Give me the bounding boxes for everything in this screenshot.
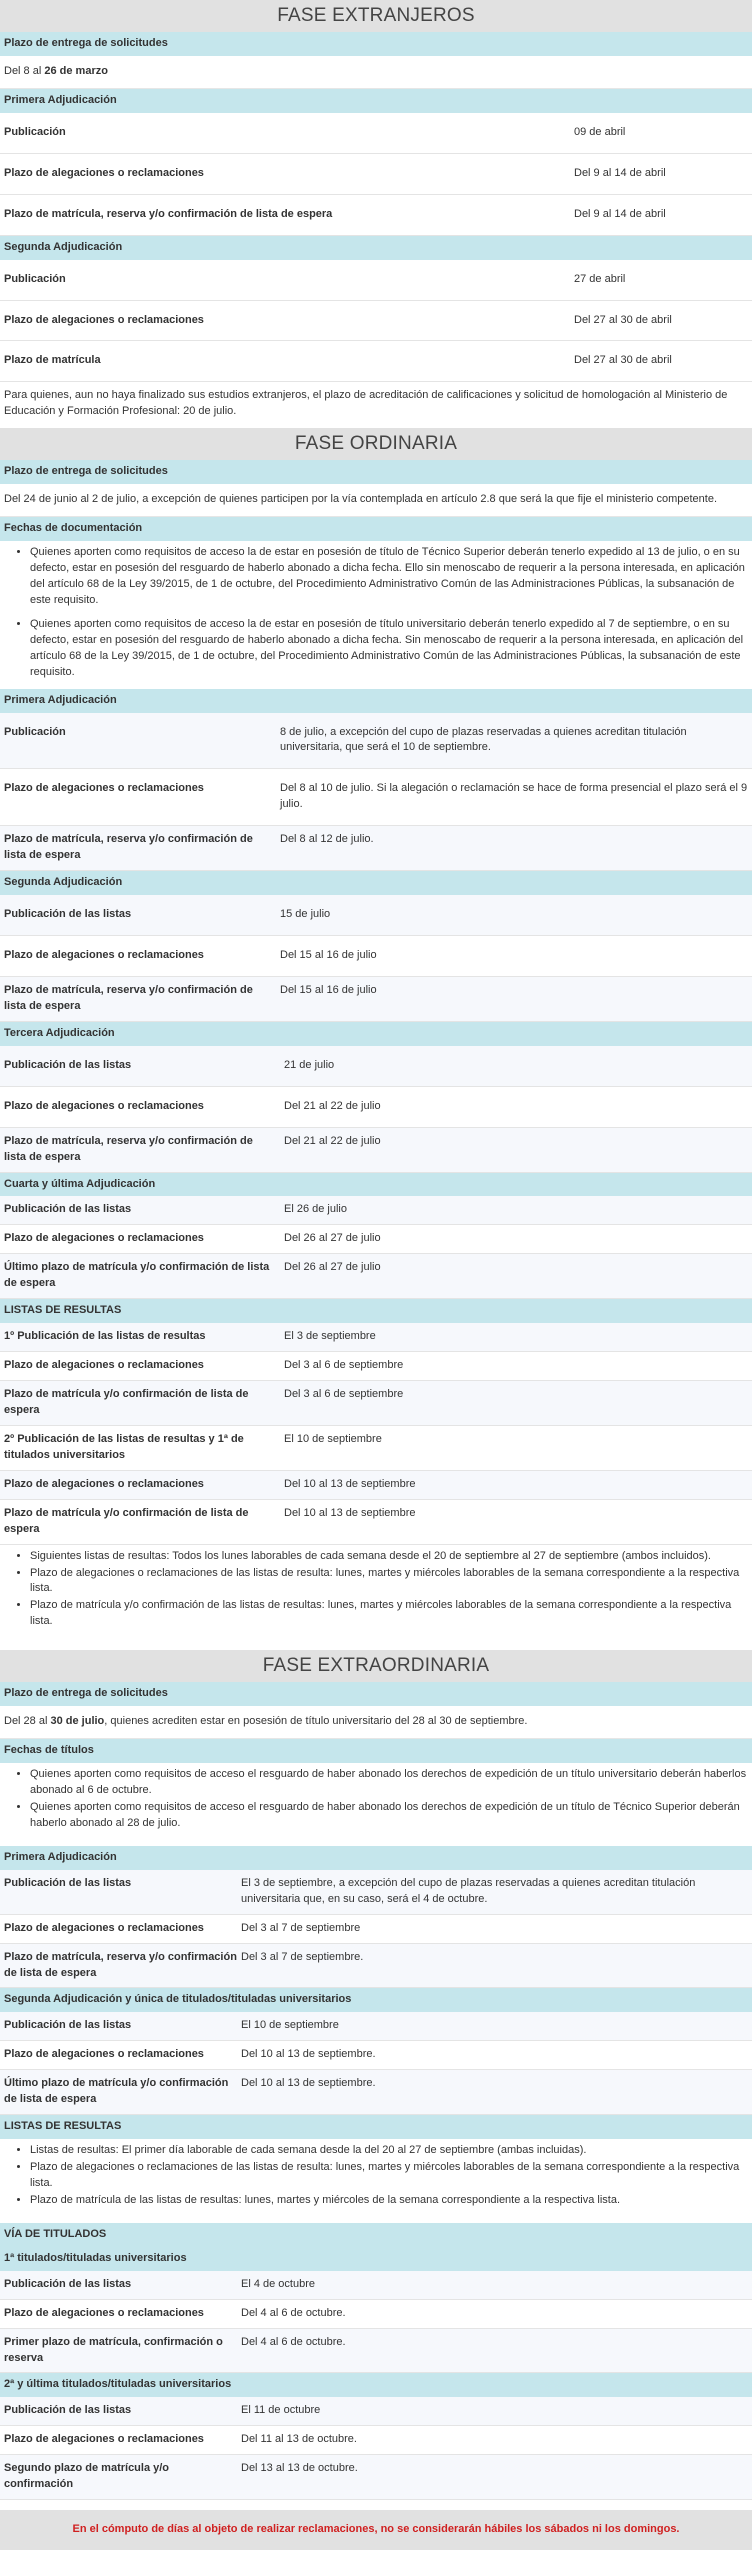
band-listas-resultas: LISTAS DE RESULTAS: [0, 2115, 752, 2139]
table-row: [0, 2070, 752, 2115]
row-key: Plazo de alegaciones o reclamaciones: [4, 949, 204, 961]
table-row: [0, 713, 752, 770]
table-row: [0, 1381, 752, 1426]
row-value: Del 8 al 10 de julio. Si la alegación o reclamación se hace de forma presencial el plazo será el 9 julio.: [280, 782, 748, 811]
row-key: Último plazo de matrícula y/o confirmación de lista de espera: [4, 1261, 270, 1290]
plazo-prefix: Del 28 al: [4, 1715, 51, 1728]
resultas-list: [0, 2143, 752, 2209]
list-item: • Quienes aporten como requisitos de acceso el resguardo de haber abonado los derechos de expedición de un título universitario deberán haberlos abonado al 6 de octubre.: [30, 1767, 752, 1799]
row-key: Publicación de las listas: [4, 1203, 132, 1216]
resultas-list: [0, 1549, 752, 1631]
row-value: El 10 de septiembre: [284, 1432, 382, 1445]
row-key: Plazo de alegaciones o reclamaciones: [4, 166, 204, 179]
list-item: • Plazo de alegaciones o reclamaciones de las listas de resulta: lunes, martes y miércoles laborables de la semana correspondiente a la respectiva lista.: [30, 2160, 752, 2192]
band-segunda-titulados: 2ª y última titulados/tituladas universitarios: [0, 2373, 752, 2397]
table-row: [0, 341, 752, 382]
band-primera-adjudicacion: Primera Adjudicación: [0, 689, 752, 713]
band-primera-adjudicacion: Primera Adjudicación: [0, 1846, 752, 1870]
section-ordinaria: [0, 428, 752, 1630]
row-value: El 26 de julio: [284, 1203, 347, 1216]
section-extraordinaria: [0, 1650, 752, 2500]
row-key: Plazo de alegaciones o reclamaciones: [4, 2048, 204, 2061]
plazo-solicitudes-text: Del 24 de junio al 2 de julio, a excepción de quienes participen por la vía contemplada en artículo 2.8 que será la que fije el ministerio competente.: [0, 484, 752, 517]
list-item: • Plazo de matrícula de las listas de resultas: lunes, martes y miércoles de la semana correspondiente a la respectiva lista.: [30, 2193, 752, 2209]
row-value: Del 4 al 6 de octubre.: [241, 2306, 346, 2319]
table-row: [0, 769, 752, 826]
band-plazo-solicitudes: Plazo de entrega de solicitudes: [0, 32, 752, 56]
row-value: El 3 de septiembre: [284, 1330, 376, 1343]
table-row: [0, 1500, 752, 1545]
table-row: [0, 1471, 752, 1500]
table-row: [0, 1254, 752, 1299]
row-key: Plazo de matrícula, reserva y/o confirmación de lista de espera: [4, 983, 253, 1012]
row-key: Plazo de alegaciones o reclamaciones: [4, 2433, 204, 2446]
table-row: [0, 936, 752, 977]
table-row: [0, 2455, 752, 2500]
row-value: Del 26 al 27 de julio: [284, 1261, 381, 1274]
list-item: • Plazo de alegaciones o reclamaciones de las listas de resulta: lunes, martes y miércoles laborables de la semana correspondiente a la respectiva lista.: [30, 1566, 752, 1598]
row-key: Publicación de las listas: [4, 1876, 132, 1889]
table-row: [0, 2300, 752, 2329]
band-primera-titulados: 1ª titulados/tituladas universitarios: [0, 2247, 752, 2271]
plazo-bold: 30 de julio: [50, 1715, 105, 1728]
band-fechas-documentacion: Fechas de documentación: [0, 517, 752, 541]
row-key: Segundo plazo de matrícula y/o confirmación: [4, 2462, 170, 2491]
table-row: [0, 1225, 752, 1254]
section-title: FASE ORDINARIA: [0, 428, 752, 460]
row-value: Del 27 al 30 de abril: [574, 313, 672, 326]
band-via-titulados: VÍA DE TITULADOS: [0, 2223, 752, 2247]
table-row: [0, 977, 752, 1022]
row-key: 2º Publicación de las listas de resultas y 1ª de titulados universitarios: [4, 1432, 244, 1461]
row-value: 09 de abril: [574, 125, 626, 138]
list-item: • Quienes aporten como requisitos de acceso el resguardo de haber abonado los derechos de expedición de un título de Técnico Superior deberán haberlo abonado al 28 de julio.: [30, 1800, 752, 1832]
plazo-prefix: Del 8 al: [4, 64, 45, 77]
band-segunda-adjudicacion: Segunda Adjudicación y única de titulados/tituladas universitarios: [0, 1988, 752, 2012]
documentacion-list: [0, 545, 752, 681]
list-item: • Siguientes listas de resultas: Todos los lunes laborables de cada semana desde el 20 de septiembre al 27 de septiembre (ambos incluidos).: [30, 1549, 752, 1565]
row-value: Del 15 al 16 de julio: [280, 949, 377, 961]
table-row: [0, 113, 752, 154]
row-key: Plazo de matrícula y/o confirmación de lista de espera: [4, 1388, 249, 1416]
row-value: Del 10 al 13 de septiembre.: [241, 2077, 376, 2090]
row-key: Publicación: [4, 125, 66, 138]
table-row: [0, 1087, 752, 1128]
table-row: [0, 2397, 752, 2426]
fechas-titulos-list: [0, 1767, 752, 1832]
row-key: Publicación de las listas: [4, 2277, 132, 2290]
band-plazo-solicitudes: Plazo de entrega de solicitudes: [0, 460, 752, 484]
row-key: Publicación de las listas: [4, 2019, 132, 2032]
band-plazo-solicitudes: Plazo de entrega de solicitudes: [0, 1682, 752, 1706]
row-value: El 11 de octubre: [241, 2404, 321, 2417]
row-key: Plazo de alegaciones o reclamaciones: [4, 1477, 204, 1490]
row-key: Publicación: [4, 725, 66, 738]
row-key: Plazo de matrícula: [4, 354, 101, 367]
row-key: Plazo de matrícula, reserva y/o confirmación de lista de espera: [4, 833, 253, 862]
table-row: [0, 895, 752, 936]
band-segunda-adjudicacion: Segunda Adjudicación: [0, 871, 752, 895]
table-row: [0, 2041, 752, 2070]
section-extranjeros: [0, 0, 752, 428]
row-key: Publicación de las listas: [4, 908, 132, 921]
row-value: 15 de julio: [280, 908, 331, 921]
table-row: [0, 826, 752, 871]
row-value: Del 21 al 22 de julio: [284, 1099, 381, 1112]
row-value: Del 9 al 14 de abril: [574, 166, 666, 179]
row-value: 27 de abril: [574, 272, 626, 285]
row-value: Del 10 al 13 de septiembre: [284, 1506, 416, 1519]
row-value: Del 10 al 13 de septiembre.: [241, 2048, 376, 2061]
row-value: Del 27 al 30 de abril: [574, 354, 672, 367]
row-key: Plazo de alegaciones o reclamaciones: [4, 1359, 204, 1372]
row-key: Plazo de matrícula y/o confirmación de lista de espera: [4, 1506, 249, 1535]
row-value: Del 3 al 6 de septiembre: [284, 1359, 404, 1372]
table-row: [0, 1870, 752, 1915]
extranjeros-note: Para quienes, aun no haya finalizado sus estudios extranjeros, el plazo de acreditación de calificaciones y solicitud de homologación al Ministerio de Educación y Formación Profesional: 20 de julio.: [4, 389, 728, 418]
row-value: Del 21 al 22 de julio: [284, 1134, 381, 1147]
table-row: [0, 2271, 752, 2300]
row-value: Del 4 al 6 de octubre.: [241, 2335, 346, 2348]
table-row: [0, 154, 752, 195]
row-value: Del 3 al 7 de septiembre: [241, 1921, 361, 1934]
table-row: [0, 1046, 752, 1087]
row-key: Plazo de alegaciones o reclamaciones: [4, 782, 204, 795]
row-key: Primer plazo de matrícula, confirmación o reserva: [4, 2335, 223, 2364]
row-key: Plazo de alegaciones o reclamaciones: [4, 1921, 204, 1934]
list-item: • Plazo de matrícula y/o confirmación de las listas de resultas: lunes, martes y miércoles laborables de la semana correspondiente a la respectiva lista.: [30, 1598, 752, 1630]
row-key: Publicación: [4, 272, 66, 285]
row-value: Del 26 al 27 de julio: [284, 1232, 381, 1245]
table-row: [0, 2012, 752, 2041]
list-item: • Quienes aporten como requisitos de acceso la de estar en posesión de título de Técnico Superior deberán tenerlo expedido al 13 de julio, o en su defecto, estar en posesión del resguardo de haberlo abonado a dicha fecha. Ello sin menoscabo de requerir a la persona interesada, en aplicación del artículo 68 de la Ley 39/2015, de 1 de octubre, del Procedimiento Administrativo Común de las Administraciones Públicas, la subsanación de este requisito.: [30, 545, 752, 609]
footer-note: En el cómputo de días al objeto de realizar reclamaciones, no se considerarán hábiles los sábados ni los domingos.: [0, 2510, 752, 2550]
row-value: Del 3 al 7 de septiembre.: [241, 1950, 364, 1963]
row-key: Plazo de alegaciones o reclamaciones: [4, 313, 204, 326]
list-item: • Listas de resultas: El primer día laborable de cada semana desde la del 20 al 27 de septiembre (ambas incluidas).: [30, 2143, 752, 2159]
table-row: [0, 1196, 752, 1225]
list-item: • Quienes aporten como requisitos de acceso la de estar en posesión de título universitario deberán tenerlo expedido al 7 de septiembre, o en su defecto, estar en posesión del resguardo de haberlo abonado a dicha fecha. Sin menoscabo de requerir a la persona interesada, en aplicación del artículo 68 de la Ley 39/2015, de 1 de octubre, del Procedimiento Administrativo Común de las Administraciones Públicas, la subsanación de este requisito.: [30, 617, 752, 681]
row-key: Publicación de las listas: [4, 1058, 132, 1071]
row-key: Publicación de las listas: [4, 2404, 132, 2417]
row-key: Plazo de matrícula, reserva y/o confirmación de lista de espera: [4, 1134, 253, 1163]
row-value: Del 11 al 13 de octubre.: [241, 2433, 357, 2446]
section-title: FASE EXTRANJEROS: [0, 0, 752, 32]
band-primera-adjudicacion: Primera Adjudicación: [0, 89, 752, 113]
plazo-solicitudes-text: [0, 1706, 752, 1739]
table-row: [0, 301, 752, 342]
row-key: Plazo de alegaciones o reclamaciones: [4, 1232, 204, 1245]
row-value: Del 9 al 14 de abril: [574, 207, 666, 220]
band-tercera-adjudicacion: Tercera Adjudicación: [0, 1022, 752, 1046]
row-value: El 4 de octubre: [241, 2277, 315, 2290]
table-row: [0, 2329, 752, 2374]
table-row: [0, 195, 752, 236]
table-row: [0, 260, 752, 301]
table-row: [0, 1915, 752, 1944]
row-key: Plazo de alegaciones o reclamaciones: [4, 2306, 204, 2319]
table-row: [0, 1944, 752, 1989]
plazo-bold: 26 de marzo: [44, 64, 108, 77]
band-fechas-titulos: Fechas de títulos: [0, 1739, 752, 1763]
row-value: Del 8 al 12 de julio.: [280, 833, 374, 846]
band-cuarta-adjudicacion: Cuarta y última Adjudicación: [0, 1173, 752, 1197]
row-value: Del 10 al 13 de septiembre: [284, 1477, 416, 1490]
row-key: Plazo de alegaciones o reclamaciones: [4, 1099, 204, 1112]
table-row: [0, 1352, 752, 1381]
plazo-solicitudes-text: [0, 56, 752, 89]
row-key: Plazo de matrícula, reserva y/o confirmación de lista de espera: [4, 1950, 237, 1979]
plazo-suffix: , quienes acrediten estar en posesión de título universitario del 28 al 30 de septiembre.: [104, 1715, 528, 1728]
band-listas-resultas: LISTAS DE RESULTAS: [0, 1299, 752, 1323]
table-row: [0, 2426, 752, 2455]
row-value: 21 de julio: [284, 1058, 335, 1071]
section-title: FASE EXTRAORDINARIA: [0, 1650, 752, 1682]
table-row: [0, 1426, 752, 1471]
row-value: Del 13 al 13 de octubre.: [241, 2462, 358, 2475]
row-key: Último plazo de matrícula y/o confirmación de lista de espera: [4, 2077, 229, 2106]
row-value: El 3 de septiembre, a excepción del cupo de plazas reservadas a quienes acreditan titulación universitaria que, en su caso, será el 4 de octubre.: [241, 1876, 696, 1905]
row-value: 8 de julio, a excepción del cupo de plazas reservadas a quienes acreditan titulación universitaria, que será el 10 de septiembre.: [280, 725, 687, 754]
row-value: El 10 de septiembre: [241, 2019, 339, 2032]
band-segunda-adjudicacion: Segunda Adjudicación: [0, 236, 752, 260]
row-value: Del 15 al 16 de julio: [280, 983, 377, 996]
table-row: [0, 1128, 752, 1173]
row-value: Del 3 al 6 de septiembre: [284, 1388, 404, 1400]
row-key: 1º Publicación de las listas de resultas: [4, 1330, 206, 1343]
table-row: [0, 1323, 752, 1352]
row-key: Plazo de matrícula, reserva y/o confirmación de lista de espera: [4, 207, 333, 220]
